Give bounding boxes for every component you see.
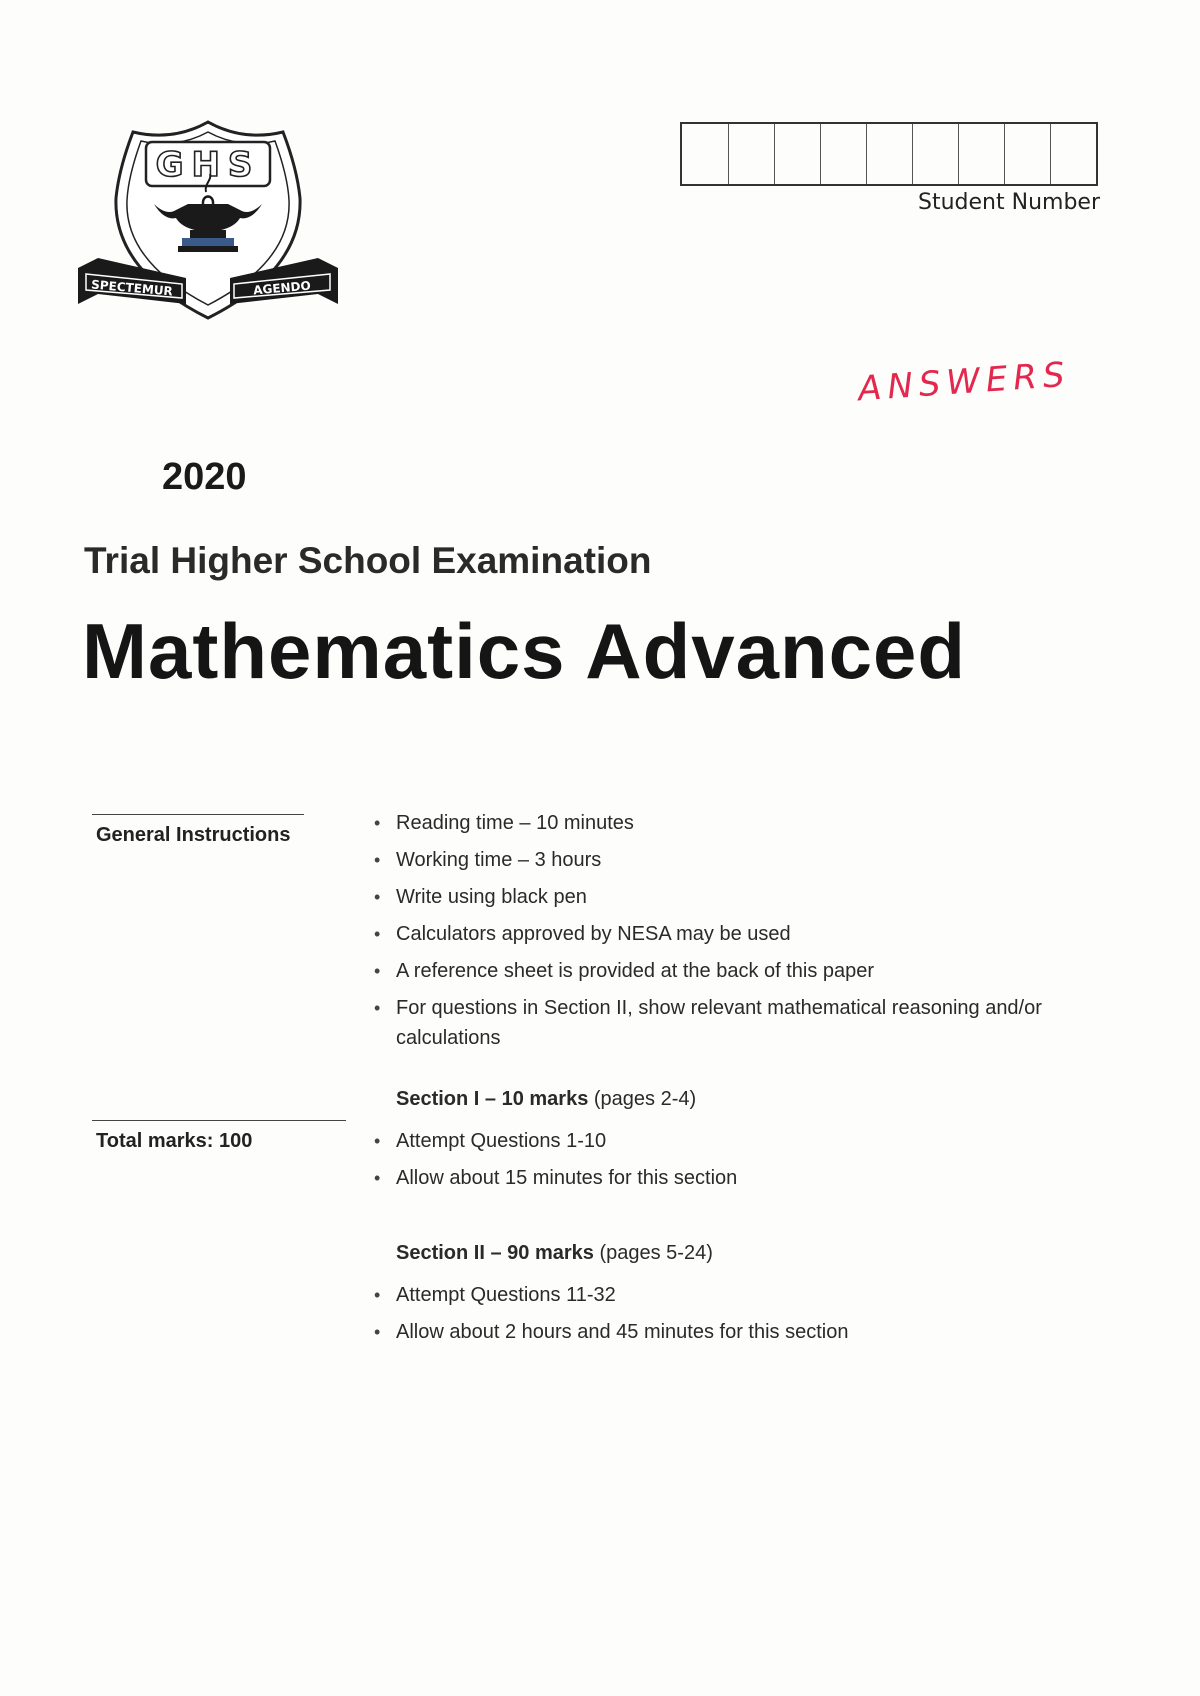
student-number-cell[interactable] — [820, 124, 866, 184]
crest-motto-right: AGENDO — [252, 278, 312, 298]
student-number-cell[interactable] — [912, 124, 958, 184]
instruction-item: • Working time – 3 hours — [372, 845, 1092, 875]
section-2-item: • Attempt Questions 11-32 — [372, 1280, 1092, 1310]
student-number-cell[interactable] — [958, 124, 1004, 184]
exam-year: 2020 — [162, 456, 247, 498]
crest-letters: GHS — [155, 145, 261, 185]
section-1-item: • Attempt Questions 1-10 — [372, 1126, 1092, 1156]
general-instructions-label: General Instructions — [96, 824, 291, 846]
divider — [92, 814, 304, 815]
instruction-item: • Calculators approved by NESA may be used — [372, 919, 1092, 949]
student-number-label: Student Number — [918, 190, 1100, 215]
general-instructions-list — [372, 808, 1092, 1060]
student-number-cell[interactable] — [682, 124, 728, 184]
section-1-pages: (pages 2-4) — [593, 1088, 697, 1110]
section-1-heading — [372, 1084, 1092, 1114]
section-2-heading — [372, 1238, 1092, 1268]
total-marks-label: Total marks: 100 — [96, 1130, 253, 1152]
instruction-item: • Write using black pen — [372, 882, 1092, 912]
section-2-block — [372, 1238, 1092, 1354]
student-number-cell[interactable] — [1050, 124, 1096, 184]
crest-motto-left: SPECTEMUR — [90, 277, 174, 299]
section-1-block — [372, 1084, 1092, 1200]
student-number-cell[interactable] — [728, 124, 774, 184]
subject-title: Mathematics Advanced — [82, 607, 967, 695]
divider — [92, 1120, 346, 1121]
exam-title: Trial Higher School Examination — [84, 540, 652, 581]
school-crest-logo — [78, 118, 338, 333]
section-1-item: • Allow about 15 minutes for this section — [372, 1163, 1092, 1193]
section-2-title: Section II – 90 marks — [396, 1242, 594, 1264]
student-number-cell[interactable] — [866, 124, 912, 184]
student-number-boxes[interactable] — [680, 122, 1098, 186]
section-2-pages: (pages 5-24) — [599, 1242, 713, 1264]
instruction-item: • A reference sheet is provided at the back of this paper — [372, 956, 1092, 986]
handwritten-answers-note: ANSWERS — [856, 354, 1072, 410]
student-number-cell[interactable] — [1004, 124, 1050, 184]
section-1-title: Section I – 10 marks — [396, 1088, 589, 1110]
student-number-cell[interactable] — [774, 124, 820, 184]
section-2-item: • Allow about 2 hours and 45 minutes for this section — [372, 1317, 1092, 1347]
instruction-item: • For questions in Section II, show relevant mathematical reasoning and/or calculations — [372, 993, 1092, 1053]
instruction-item: • Reading time – 10 minutes — [372, 808, 1092, 838]
